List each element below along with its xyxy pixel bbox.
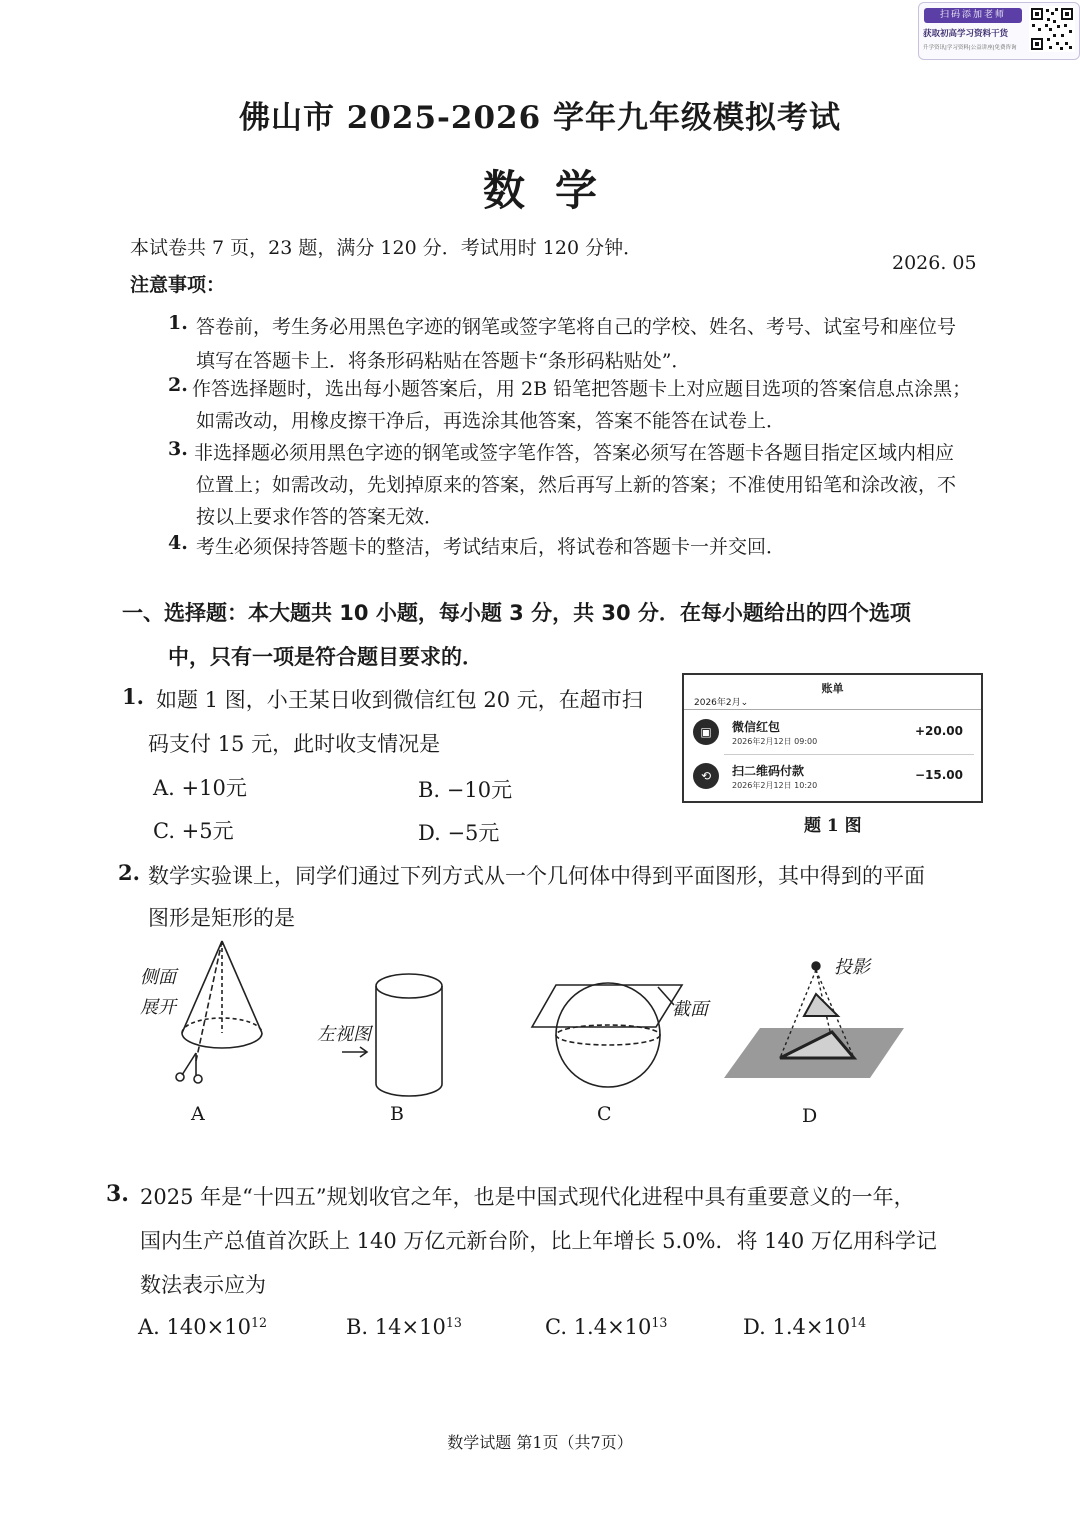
notice-line: 非选择题必须用黑色字迹的钢笔或签字笔作答，答案必须写在答题卡各题目指定区域内相应 — [194, 442, 955, 464]
figure-a-label: 展开 — [140, 997, 176, 1018]
option-base: 140×10 — [166, 1315, 251, 1339]
option-exponent: 13 — [445, 1315, 462, 1331]
bill-item-name: 扫二维码付款 — [732, 764, 805, 778]
bill-item-name: 微信红包 — [732, 720, 781, 734]
option-label: A. — [138, 1315, 160, 1339]
notice-heading: 注意事项： — [130, 274, 226, 296]
notice-line: 填写在答题卡上．将条形码粘贴在答题卡“条形码粘贴处”． — [196, 350, 691, 372]
page-footer: 数学试题 第1页（共7页） — [447, 1433, 633, 1452]
red-packet-icon: ▣ — [693, 719, 719, 745]
option-exponent: 12 — [250, 1315, 267, 1331]
bill-item-amount: −15.00 — [914, 768, 963, 782]
bill-title: 账单 — [821, 682, 844, 695]
figure-caption: 题 1 图 — [804, 816, 862, 836]
bill-item-time: 2026年2月12日 10:20 — [732, 781, 818, 790]
exam-title: 佛山市 2025-2026 学年九年级模拟考试 — [238, 100, 841, 136]
figure-letter: C — [597, 1103, 612, 1125]
option-base: 1.4×10 — [772, 1315, 851, 1339]
question-number: 3. — [106, 1181, 129, 1207]
notice-line: 作答选择题时，选出每小题答案后，用 2B 铅笔把答题卡上对应题目选项的答案信息点涂黑； — [192, 378, 972, 400]
question-text: 2025 年是“十四五”规划收官之年，也是中国式现代化进程中具有重要意义的一年， — [140, 1185, 915, 1209]
option-a: A. +10元 — [153, 776, 247, 800]
notice-number: 4. — [168, 532, 188, 554]
figure-d-label: 投影 — [834, 957, 870, 978]
qr-pay-icon: ⟲ — [693, 763, 719, 789]
promo-line: 获取初高学习资料干货 — [923, 29, 1009, 39]
figure-c-label: 截面 — [672, 999, 708, 1020]
figure-d-projection — [720, 950, 910, 1085]
bill-item-time: 2026年2月12日 09:00 — [732, 737, 818, 746]
notice-number: 3. — [168, 438, 188, 460]
bill-card — [682, 673, 983, 803]
option-d — [743, 1315, 866, 1339]
question-text: 数法表示应为 — [140, 1273, 266, 1297]
option-label: C. — [545, 1315, 567, 1339]
question-number: 1. — [122, 684, 144, 709]
figure-letter: A — [191, 1103, 205, 1125]
promo-badge[interactable] — [918, 2, 1080, 60]
bill-item-amount: +20.00 — [914, 724, 963, 738]
option-base: 14×10 — [374, 1315, 446, 1339]
figure-letter: D — [802, 1105, 818, 1127]
bill-month: 2026年2月⌄ — [694, 698, 749, 708]
exam-intro: 本试卷共 7 页，23 题，满分 120 分．考试用时 120 分钟． — [130, 237, 643, 259]
bill-header — [684, 675, 981, 710]
notice-line: 如需改动，用橡皮擦干净后，再选涂其他答案，答案不能答在试卷上． — [196, 410, 786, 432]
notice-line: 考生必须保持答题卡的整洁，考试结束后，将试卷和答题卡一并交回． — [196, 536, 786, 558]
option-base: 1.4×10 — [573, 1315, 652, 1339]
option-d: D. −5元 — [418, 821, 500, 845]
question-number: 2. — [118, 860, 140, 885]
figure-a-label: 侧面 — [140, 967, 176, 988]
notice-line: 答卷前，考生务必用黑色字迹的钢笔或签字笔将自己的学校、姓名、考号、试室号和座位号 — [196, 316, 957, 338]
exam-date: 2026. 05 — [892, 252, 977, 274]
bill-divider — [724, 754, 974, 755]
question-text: 数学实验课上，同学们通过下列方式从一个几何体中得到平面图形，其中得到的平面 — [148, 864, 925, 888]
option-exponent: 14 — [850, 1315, 867, 1331]
option-b — [346, 1315, 462, 1339]
figure-letter: B — [390, 1103, 404, 1125]
promo-subline: 升学资讯|学习资料|公益讲座|免费咨询 — [923, 45, 1017, 51]
question-text: 如题 1 图，小王某日收到微信红包 20 元，在超市扫 — [156, 688, 643, 712]
option-c — [545, 1315, 667, 1339]
option-c: C. +5元 — [153, 819, 234, 843]
option-b: B. −10元 — [418, 778, 513, 802]
promo-tag: 扫码添加老师 — [924, 8, 1022, 23]
notice-line: 位置上；如需改动，先划掉原来的答案，然后再写上新的答案；不准使用铅笔和涂改液，不 — [196, 474, 957, 496]
notice-number: 2. — [168, 374, 188, 396]
option-a — [138, 1315, 267, 1339]
section-heading: 一、选择题：本大题共 10 小题，每小题 3 分，共 30 分．在每小题给出的四个选项 — [122, 601, 911, 625]
notice-number: 1. — [168, 312, 188, 334]
option-label: D. — [743, 1315, 766, 1339]
option-exponent: 13 — [651, 1315, 668, 1331]
option-label: B. — [346, 1315, 369, 1339]
notice-line: 按以上要求作答的答案无效． — [196, 506, 444, 528]
question-text: 码支付 15 元，此时收支情况是 — [148, 732, 441, 756]
subject-title: 数学 — [482, 166, 627, 215]
question-text: 图形是矩形的是 — [148, 906, 295, 930]
figure-c-sphere — [528, 975, 688, 1090]
qr-code-icon[interactable] — [1029, 6, 1075, 52]
bill-row — [690, 713, 975, 753]
bill-row — [690, 757, 975, 797]
question-text: 国内生产总值首次跃上 140 万亿元新台阶，比上年增长 5.0%．将 140 万亿用科学记 — [140, 1229, 937, 1253]
section-heading-cont: 中，只有一项是符合题目要求的． — [168, 645, 483, 669]
figure-b-label: 左视图 — [317, 1024, 371, 1045]
